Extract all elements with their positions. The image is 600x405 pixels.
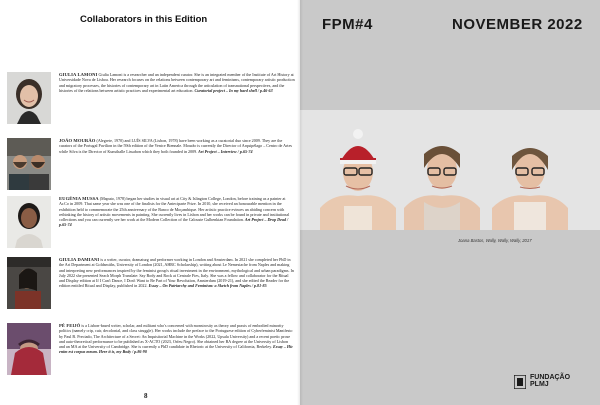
page-title: Collaborators in this Edition [80,14,208,25]
issue-date: NOVEMBER 2022 [452,16,583,33]
bio-reference: Essay – On Patriarchy and Feminism: a Sketch from Naples / p.81-85 [147,283,267,289]
bio-text: is a writer, curator, dramaturg and performer working in London and Amsterdam. In 2021 she completed her PhD in the Art Department at Goldsmiths, University of London (2021, AHRC Scholarship), writing about Le Nemesiache from Naples and making and interpreting new performances inspired by the feminist group's ritual investment in the environment, mythological and urban paradigms. In July 2022 she presented Seach Morph Translate: Say Body and Rock at Centrale Fies, Italy. She was a fellow and collaborator for the Ritual and Display edition at If I Can't Dance, I Don't Want to Be Part of Your Revolution, Amsterdam (2019-21), and she edited the Reader for the edition entitled Ritual and Display, published in 2022. [59,257,294,289]
collaborator-bio [59,323,295,355]
portrait-photo [7,72,51,124]
collaborator-name: EUGÉNIA MUSSA [59,196,99,201]
bio-text: is a Lisbon-based writer, scholar, and militant who's concerned with monstrosity as theory and praxis of embodied minority politics (namely crip, cuir, decolonial, and class struggle). Her works include the preface to the Portuguese edition of Cyberfeminist Manifesto by Paul B. Preciado, The Architecture of a Secret: An Inquisitorial Machine in the Works (2022, Upsala University) and a recent poetic prose and auto-theoretical performance to be published as X-ACTO (2023, Orfeu Negro). She obtained her BA degree at the University of Lisbon and an MA at the University of Cambridge. She is currently a PhD candidate in Rhetoric at the University of California, Berkeley. [59,323,293,350]
collaborator-name: PÉ FEIJÓ [59,323,81,328]
collaborator-entry [7,323,297,385]
bio-reference: Art Project – Interview / p.65-74 [197,148,253,154]
collaborator-name: JOÃO MOURÃO [59,138,96,143]
logo-line-2: PLMJ [530,381,549,389]
portrait-photo [7,196,51,248]
bio-reference: Art Project – Drop Dead / p.65-74 [59,217,289,228]
collaborator-entry [7,138,297,200]
collaborator-bio [59,196,295,228]
page-gutter [297,0,303,405]
bio-reference: Curatorial project – In my hard shell / p.46-63 [193,87,273,93]
logo-mark-icon [514,375,526,389]
portrait-photo [7,138,51,190]
artwork-photo [300,110,600,230]
logo-wordmark [530,374,570,389]
collaborator-name: GIULIA DAMIANI [59,257,100,262]
collaborator-entry [7,257,297,319]
logo-line-1: FUNDAÇÃO [530,374,571,381]
issue-number: FPM#4 [322,16,373,33]
page-number: 8 [144,392,148,400]
collaborator-bio [59,138,295,154]
collaborator-bio [59,72,295,93]
bio-text: (Alegrete, 1970) and LUÍS SILVA (Lisbon, 1978) have been working as a curatorial duo since 2009. They are the curators of the Portugal Pavilion in the 59th edition of the Venice Biennale. Mourão is currently the Director of Arquipélago – Centro de Artes while Silva is the Director of Kunsthalle Lissabon which they both founded in 2009. [59,138,292,154]
collaborator-entry [7,196,297,258]
collaborator-name: GIULIA LAMONI [59,72,98,77]
right-page [300,0,600,405]
artwork-caption: Joana Bastos, Wally, Wally, Wally, 2017 [458,238,532,243]
collaborator-entry [7,72,297,134]
collaborator-bio [59,257,295,289]
bio-reference: Essay – Hic enim est corpus meum. Here it is, my Body / p.86-90 [59,344,294,355]
portrait-photo [7,323,51,375]
portrait-photo [7,257,51,309]
bio-text: Giulia Lamoni is a researcher and an independent curator. She is an integrated member of the Institute of Art History at Universidade Nova de Lisboa. Her research focuses on the relations between contemporary art and feminisms, contemporary artistic production and migratory processes, the histories of contemporary art in Latin America through the articulation of transnational perspectives, and the histories of the relations between artistic practices and experimental art education. [59,72,295,93]
bio-text: (Maputo, 1978) began her studies in visual art at City & Islington College, London, before training as a painter at Ar.Co in 2009. That same year she was one of the finalists for the Anteciparte Prize. In 2010, she received an honourable mention in the exhibition held to commemorate the 25th anniversary of the Banco de Moçambique. Her artistic practice evinces an abiding concern with rethinking the history of artistic movements in painting. She currently lives in Lisbon and her works can be found in private and institutional collections and you can currently see her work at the Modern Collection of the Calouste Gulbenkian Foundation. [59,196,290,223]
